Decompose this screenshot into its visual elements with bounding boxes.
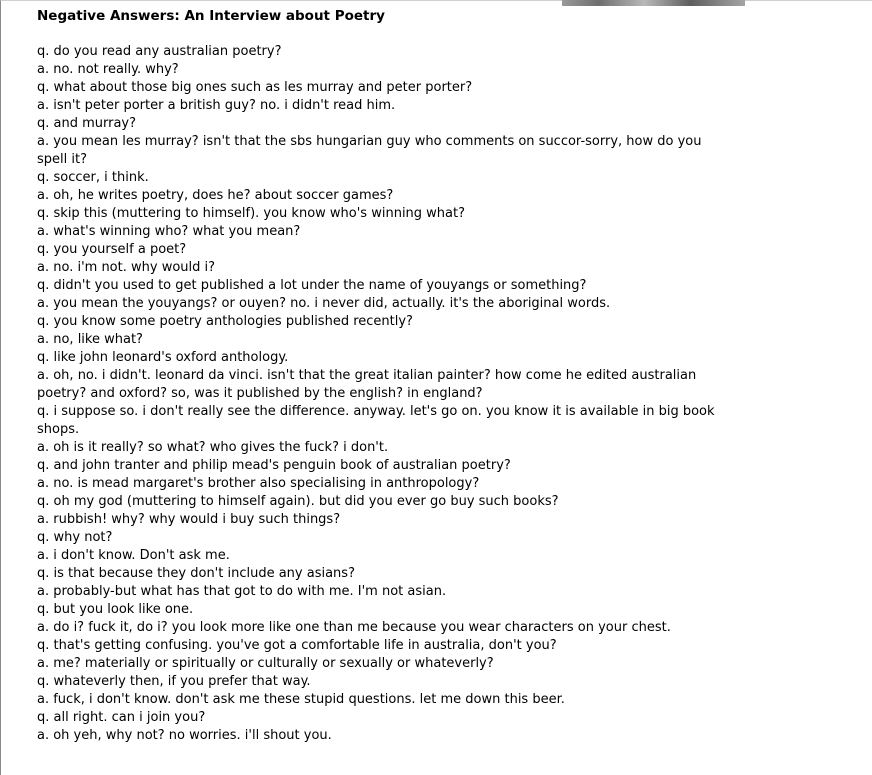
interview-line: q. all right. can i join you? [37, 710, 206, 725]
interview-line: q. oh my god (muttering to himself again). but did you ever go buy such books? [37, 494, 559, 509]
interview-line: q. that's getting confusing. you've got a comfortable life in australia, don't you? [37, 638, 557, 653]
interview-line: q. i suppose so. i don't really see the difference. anyway. let's go on. you know it is available in big book shops. [37, 404, 715, 437]
interview-line: a. no. i'm not. why would i? [37, 260, 216, 275]
article-title: Negative Answers: An Interview about Poetry [37, 8, 385, 24]
interview-line: q. why not? [37, 530, 113, 545]
interview-line: a. do i? fuck it, do i? you look more like one than me because you wear characters on your chest. [37, 620, 671, 635]
interview-line: q. didn't you used to get published a lot under the name of youyangs or something? [37, 278, 587, 293]
interview-line: q. skip this (muttering to himself). you know who's winning what? [37, 206, 466, 221]
interview-line: q. but you look like one. [37, 602, 194, 617]
interview-line: q. and murray? [37, 116, 137, 131]
interview-line: a. no. not really. why? [37, 62, 179, 77]
interview-line: q. is that because they don't include any asians? [37, 566, 355, 581]
interview-line: a. isn't peter porter a british guy? no. i didn't read him. [37, 98, 396, 113]
interview-line: a. oh, no. i didn't. leonard da vinci. isn't that the great italian painter? how come he edited australian poetry? and oxford? so, was it published by the english? in england? [37, 368, 697, 401]
interview-line: q. do you read any australian poetry? [37, 44, 282, 59]
interview-line: a. probably-but what has that got to do with me. I'm not asian. [37, 584, 447, 599]
article-content [37, 7, 717, 745]
header-image-fragment [562, 0, 745, 6]
interview-line: a. oh yeh, why not? no worries. i'll shout you. [37, 728, 332, 743]
interview-line: a. oh is it really? so what? who gives the fuck? i don't. [37, 440, 389, 455]
interview-line: q. like john leonard's oxford anthology. [37, 350, 289, 365]
interview-line: a. rubbish! why? why would i buy such things? [37, 512, 341, 527]
interview-line: q. what about those big ones such as les murray and peter porter? [37, 80, 473, 95]
interview-line: q. soccer, i think. [37, 170, 149, 185]
interview-line: a. no, like what? [37, 332, 143, 347]
interview-line: a. me? materially or spiritually or culturally or sexually or whateverly? [37, 656, 494, 671]
interview-line: q. you yourself a poet? [37, 242, 187, 257]
interview-line: q. whateverly then, if you prefer that way. [37, 674, 311, 689]
interview-line: a. you mean les murray? isn't that the sbs hungarian guy who comments on succor-sorry, how do you spell it? [37, 134, 702, 167]
interview-line: a. i don't know. Don't ask me. [37, 548, 230, 563]
interview-line: a. no. is mead margaret's brother also specialising in anthropology? [37, 476, 480, 491]
interview-line: q. you know some poetry anthologies published recently? [37, 314, 413, 329]
interview-line: a. oh, he writes poetry, does he? about soccer games? [37, 188, 394, 203]
interview-line: a. what's winning who? what you mean? [37, 224, 301, 239]
interview-line: a. fuck, i don't know. don't ask me these stupid questions. let me down this beer. [37, 692, 565, 707]
interview-line: q. and john tranter and philip mead's penguin book of australian poetry? [37, 458, 511, 473]
interview-line: a. you mean the youyangs? or ouyen? no. i never did, actually. it's the aboriginal words. [37, 296, 611, 311]
interview-lines [37, 43, 717, 745]
